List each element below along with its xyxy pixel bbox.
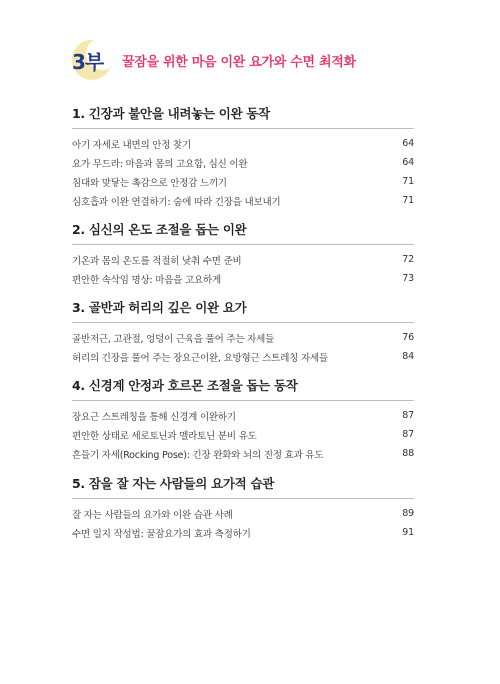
part-number: 3부	[72, 50, 104, 74]
entry-title: 심호흡과 이완 연결하기: 숨에 따라 긴장을 내보내기	[72, 196, 281, 208]
entry-title: 기온과 몸의 온도를 적절히 낮춰 수면 준비	[72, 255, 242, 267]
page-number: 72	[402, 254, 414, 265]
page-number: 71	[402, 195, 414, 206]
toc-entry[interactable]	[72, 444, 414, 463]
chapter-5	[72, 474, 414, 542]
entry-title: 아기 자세로 내면의 안정 찾기	[72, 139, 192, 151]
page-number: 89	[402, 508, 414, 519]
chapter-title: 1. 긴장과 불안을 내려놓는 이완 동작	[72, 104, 414, 129]
entry-title: 골반저근, 고관절, 엉덩이 근육을 풀어 주는 자세들	[72, 333, 275, 345]
entry-list	[72, 504, 414, 542]
chapter-2	[72, 220, 414, 288]
part-title: 꿀잠을 위한 마음 이완 요가와 수면 최적화	[122, 54, 356, 70]
entry-list	[72, 406, 414, 463]
chapter-title: 3. 골반과 허리의 깊은 이완 요가	[72, 298, 414, 323]
page-number: 64	[402, 138, 414, 149]
page-number: 64	[402, 157, 414, 168]
toc-entry[interactable]	[72, 406, 414, 425]
chapter-1	[72, 104, 414, 210]
toc-entry[interactable]	[72, 504, 414, 523]
entry-title: 수면 일지 작성법: 꿀잠요가의 효과 측정하기	[72, 528, 251, 540]
entry-list	[72, 134, 414, 210]
toc-entry[interactable]	[72, 153, 414, 172]
chapter-title: 4. 신경계 안정과 호르몬 조절을 돕는 동작	[72, 376, 414, 401]
entry-title: 요가 무드라: 마음과 몸의 고요함, 심신 이완	[72, 158, 248, 170]
toc-entry[interactable]	[72, 347, 414, 366]
toc-entry[interactable]	[72, 250, 414, 269]
entry-title: 장요근 스트레칭을 통해 신경계 이완하기	[72, 411, 236, 423]
page-number: 71	[402, 176, 414, 187]
entry-title: 잘 자는 사람들의 요가와 이완 습관 사례	[72, 509, 233, 521]
chapter-4	[72, 376, 414, 463]
entry-title: 흔들기 자세(Rocking Pose): 긴장 완화와 뇌의 진정 효과 유도	[72, 449, 324, 461]
toc-entry[interactable]	[72, 134, 414, 153]
entry-title: 침대와 맞닿는 촉감으로 안정감 느끼기	[72, 177, 227, 189]
page-number: 87	[402, 410, 414, 421]
entry-list	[72, 328, 414, 366]
page-number: 76	[402, 332, 414, 343]
toc-entry[interactable]	[72, 523, 414, 542]
chapter-3	[72, 298, 414, 366]
part-badge	[68, 38, 112, 82]
page-number: 73	[402, 273, 414, 284]
entry-list	[72, 250, 414, 288]
page-number: 87	[402, 429, 414, 440]
page-number: 88	[402, 448, 414, 459]
page-number: 84	[402, 351, 414, 362]
page-number: 91	[402, 527, 414, 538]
toc-entry[interactable]	[72, 191, 414, 210]
entry-title: 편안한 속삭임 명상: 마음을 고요하게	[72, 274, 221, 286]
chapter-title: 5. 잠을 잘 자는 사람들의 요가적 습관	[72, 474, 414, 499]
entry-title: 편안한 상태로 세로토닌과 멜라토닌 분비 유도	[72, 430, 257, 442]
chapter-title: 2. 심신의 온도 조절을 돕는 이완	[72, 220, 414, 245]
toc-entry[interactable]	[72, 172, 414, 191]
toc-entry[interactable]	[72, 328, 414, 347]
part-header	[68, 38, 356, 82]
toc-entry[interactable]	[72, 425, 414, 444]
entry-title: 허리의 긴장을 풀어 주는 장요근이완, 요방형근 스트레칭 자세들	[72, 352, 328, 364]
toc-entry[interactable]	[72, 269, 414, 288]
